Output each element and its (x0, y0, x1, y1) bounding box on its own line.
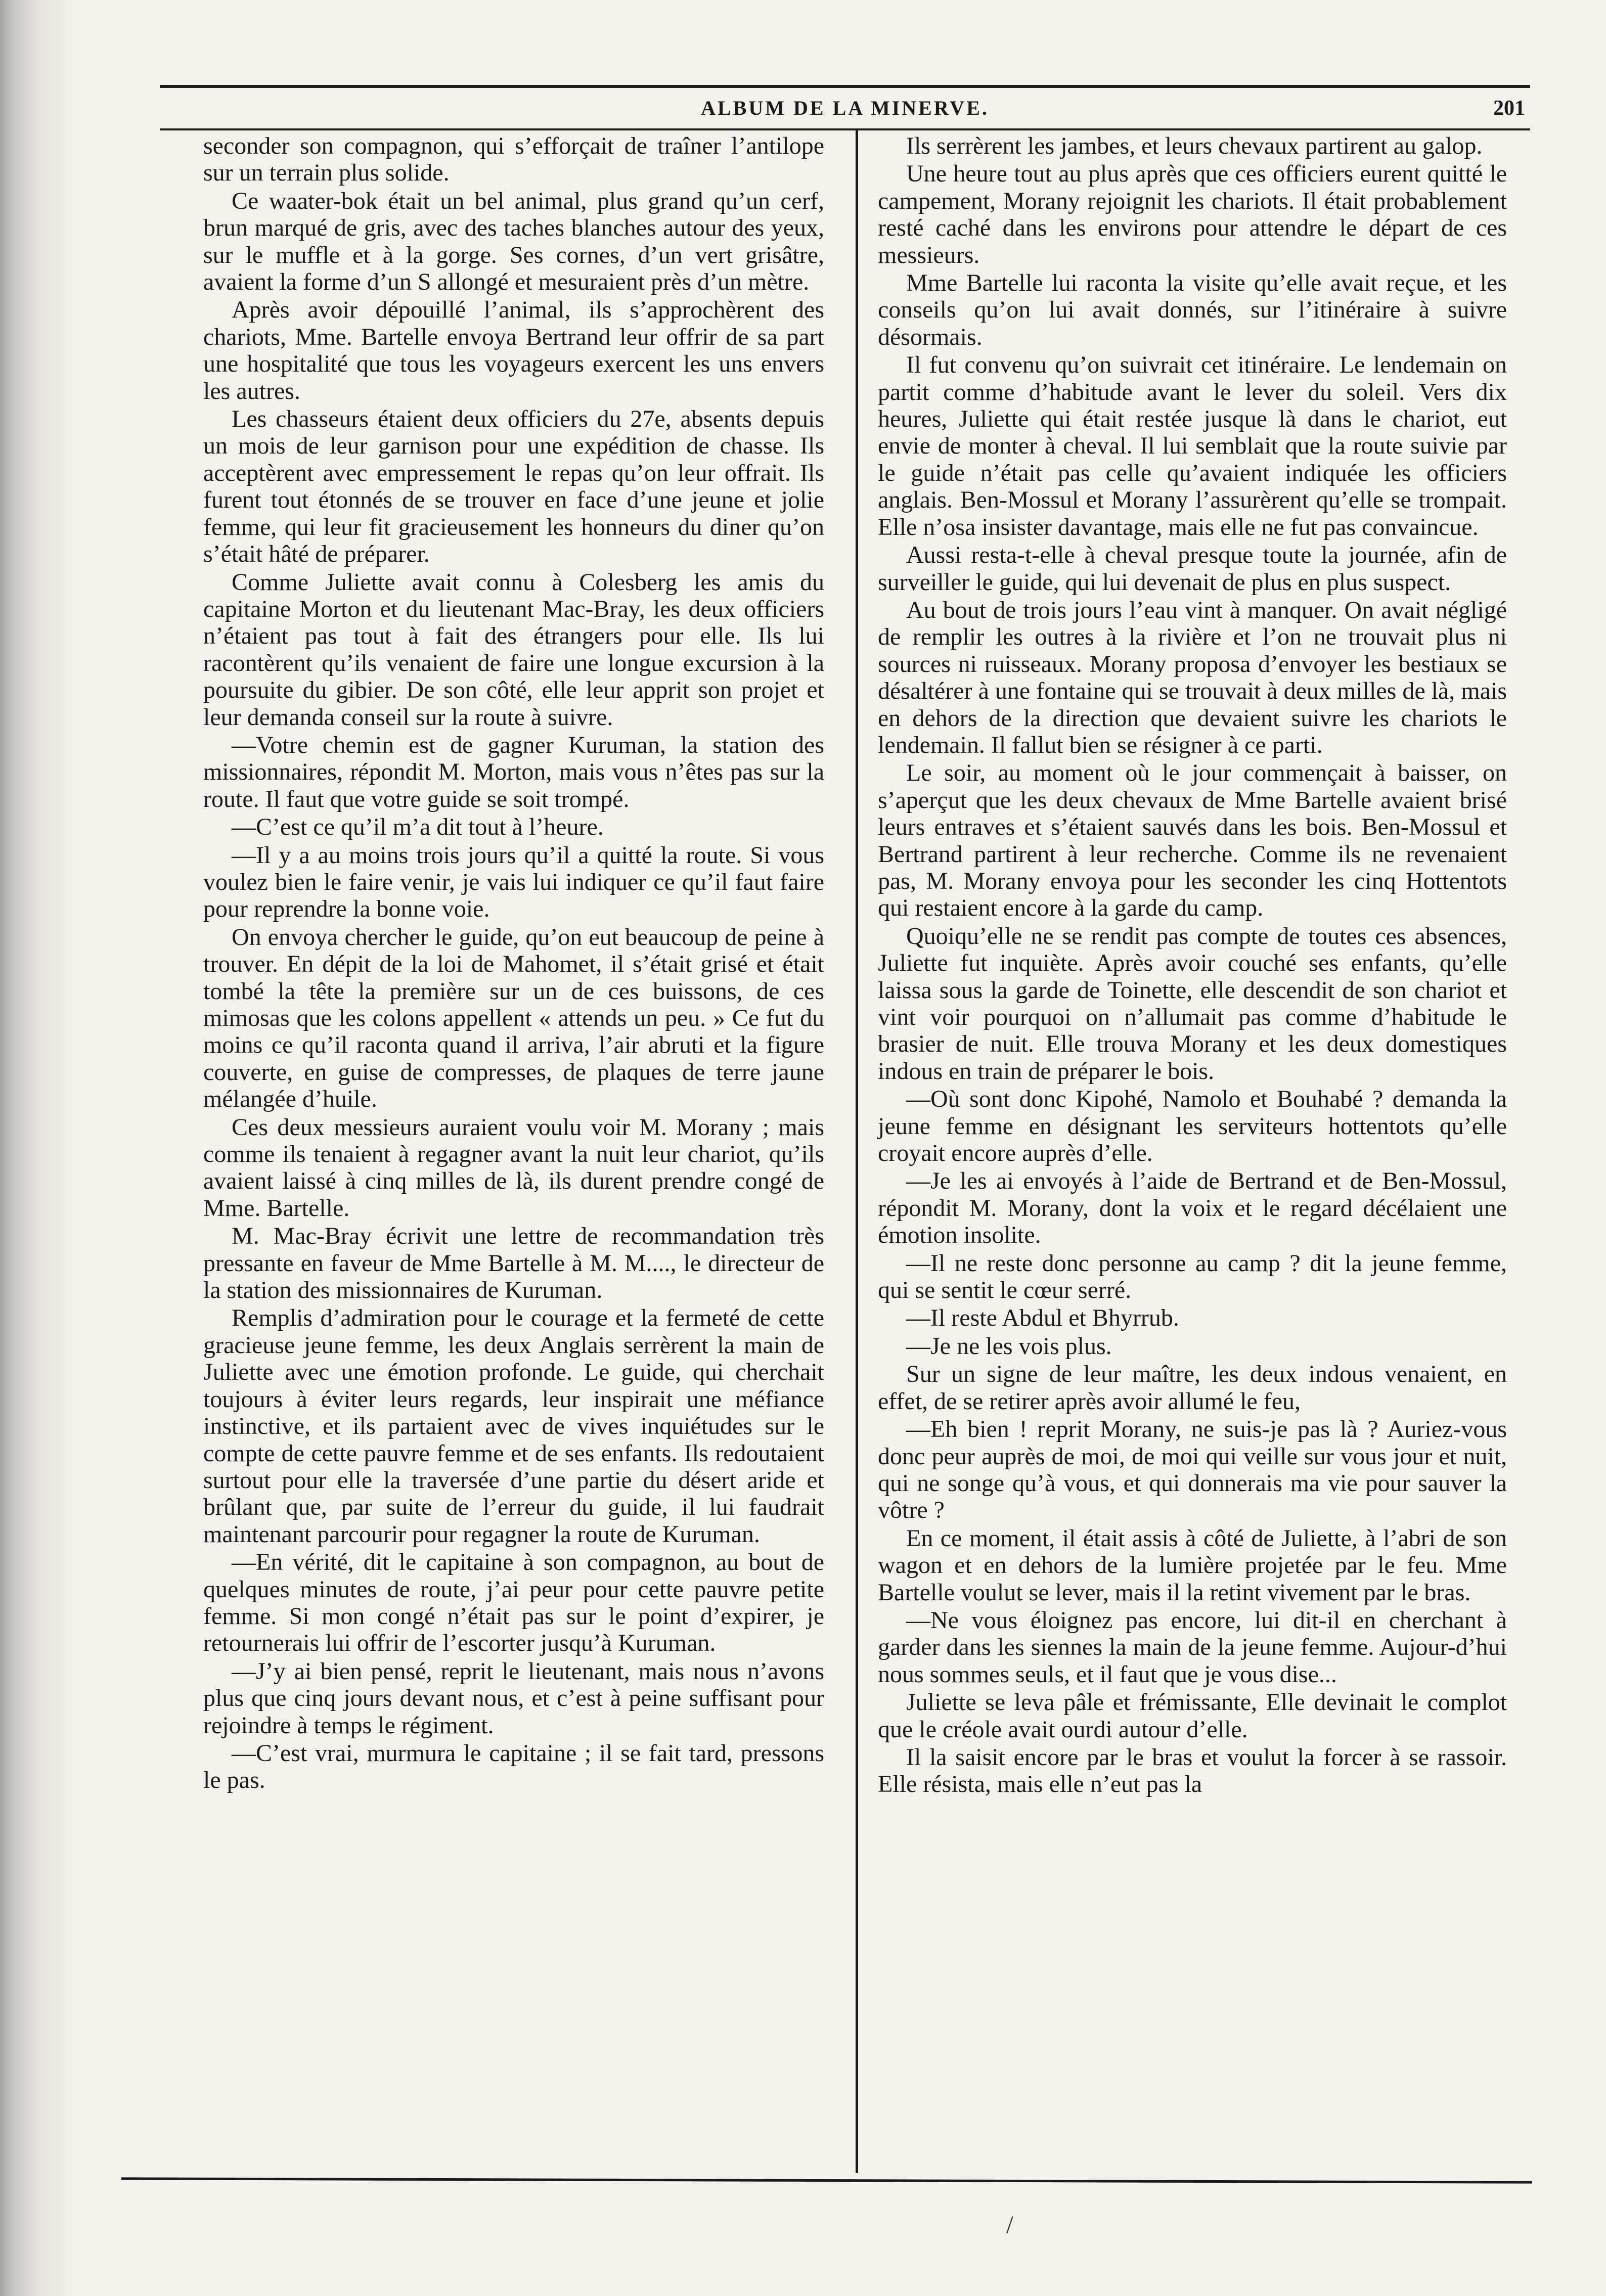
paragraph: Au bout de trois jours l’eau vint à manquer. On avait négligé de remplir les outres à la rivière et l’on ne trouvait plus ni sources ni ruisseaux. Morany proposa d’envoyer les bestiaux se désaltérer à une fontaine qui se trouvait à deux milles de là, mais en dehors de la direction que devaient suivre les chariots le lendemain. Il fallut bien se résigner à ce parti. (878, 596, 1507, 758)
paragraph: —Eh bien ! reprit Morany, ne suis-je pas là ? Auriez-vous donc peur auprès de moi, de moi qui veille sur vous jour et nuit, qui ne songe qu’à vous, et qui donnerais ma vie pour sauver la vôtre ? (878, 1416, 1507, 1524)
column-divider (856, 130, 858, 2173)
footer-mark: / (1006, 2210, 1013, 2238)
paragraph: Il fut convenu qu’on suivrait cet itinéraire. Le lendemain on partit comme d’habitude avant le lever du soleil. Vers dix heures, Juliette qui était restée jusque là dans le chariot, eut envie de monter à cheval. Il lui semblait que la route suivie par le guide n’était pas celle qu’avaient indiquée les officiers anglais. Ben-Mossul et Morany l’assurèrent qu’elle se trompait. Elle n’osa insister davantage, mais elle ne fut pas convaincue. (878, 351, 1507, 541)
paragraph: —J’y ai bien pensé, reprit le lieutenant, mais nous n’avons plus que cinq jours devant nous, et c’est à peine suffisant pour rejoindre à temps le régiment. (203, 1657, 824, 1739)
paragraph: —Il reste Abdul et Bhyrrub. (906, 1304, 1179, 1332)
left-column (203, 132, 824, 2175)
paragraph: Sur un signe de leur maître, les deux indous venaient, en effet, de se retirer après avoir allumé le feu, (878, 1361, 1507, 1415)
paragraph: Ils serrèrent les jambes, et leurs chevaux partirent au galop. (906, 132, 1483, 159)
paragraph: —C’est vrai, murmura le capitaine ; il se fait tard, pressons le pas. (203, 1739, 824, 1794)
paragraph: Après avoir dépouillé l’animal, ils s’approchèrent des chariots, Mme. Bartelle envoya Bertrand leur offrir de sa part une hospitalité que tous les voyageurs exercent les uns envers les autres. (203, 296, 824, 404)
paragraph: Quoiqu’elle ne se rendit pas compte de toutes ces absences, Juliette fut inquiète. Après avoir couché ses enfants, qu’elle laissa sous la garde de Toinette, elle descendit de son chariot et vint voir pourquoi on n’allumait pas comme d’habitude le brasier de nuit. Elle trouva Morany et les deux domestiques indous en train de préparer le bois. (878, 922, 1507, 1085)
paragraph: seconder son compagnon, qui s’efforçait de traîner l’antilope sur un terrain plus solide. (203, 132, 824, 187)
paragraph: Le soir, au moment où le jour commençait à baisser, on s’aperçut que les deux chevaux de Mme Bartelle avaient brisé leurs entraves et s’étaient sauvés dans les bois. Ben-Mossul et Bertrand partirent à leur recherche. Comme ils ne revenaient pas, M. Morany envoya pour les seconder les cinq Hottentots qui restaient encore à la garde du camp. (878, 759, 1507, 922)
paragraph: Comme Juliette avait connu à Colesberg les amis du capitaine Morton et du lieutenant Mac-Bray, les deux officiers n’étaient pas tout à fait des étrangers pour elle. Ils lui racontèrent qu’ils venaient de faire une longue excursion à la poursuite du gibier. De son côté, elle leur apprit son projet et leur demanda conseil sur la route à suivre. (203, 568, 824, 731)
paragraph: —Il y a au moins trois jours qu’il a quitté la route. Si vous voulez bien le faire venir, je vais lui indiquer ce qu’il faut faire pour reprendre la bonne voie. (203, 841, 824, 923)
paragraph: —Je les ai envoyés à l’aide de Bertrand et de Ben-Mossul, répondit M. Morany, dont la voix et le regard décélaient une émotion insolite. (878, 1167, 1507, 1249)
paragraph: Aussi resta-t-elle à cheval presque toute la journée, afin de surveiller le guide, qui lui devenait de plus en plus suspect. (878, 542, 1507, 596)
right-column (878, 132, 1507, 2175)
paragraph: On envoya chercher le guide, qu’on eut beaucoup de peine à trouver. En dépit de la loi de Mahomet, il s’était grisé et était tombé la tête la première sur un de ces buissons, de ces mimosas que les colons appellent « attends un peu. » Ce fut du moins ce qu’il raconta quand il arriva, l’air abruti et la figure couverte, en guise de compresses, de plaques de terre jaune mélangée d’huile. (203, 923, 824, 1113)
page-header (160, 85, 1530, 130)
running-title: ALBUM DE LA MINERVE. (701, 97, 989, 119)
paragraph: Ce waater-bok était un bel animal, plus grand qu’un cerf, brun marqué de gris, avec des taches blanches autour des yeux, sur le muffle et à la gorge. Ses cornes, d’un vert grisâtre, avaient la forme d’un S allongé et mesuraient près d’un mètre. (203, 187, 824, 296)
paragraph: Juliette se leva pâle et frémissante, Elle devinait le complot que le créole avait ourdi autour d’elle. (878, 1689, 1507, 1743)
paragraph: —Ne vous éloignez pas encore, lui dit-il en cherchant à garder dans les siennes la main de la jeune femme. Aujour-d’hui nous sommes seuls, et il faut que je vous dise... (878, 1606, 1507, 1688)
bottom-rule (121, 2177, 1532, 2183)
paragraph: Remplis d’admiration pour le courage et la fermeté de cette gracieuse jeune femme, les deux Anglais serrèrent la main de Juliette avec une émotion profonde. Le guide, qui cherchait toujours à éviter leurs regards, leur inspirait une méfiance instinctive, et ils partaient avec de vives inquiétudes sur le compte de cette pauvre femme et de ses enfants. Ils redoutaient surtout pour elle la traversée d’une partie du désert aride et brûlant que, par suite de l’erreur du guide, il lui faudrait maintenant parcourir pour regagner la route de Kuruman. (203, 1304, 824, 1548)
scan-shadow (0, 0, 76, 2296)
paragraph: —Où sont donc Kipohé, Namolo et Bouhabé ? demanda la jeune femme en désignant les serviteurs hottentots qu’elle croyait encore auprès d’elle. (878, 1086, 1507, 1167)
paragraph: M. Mac-Bray écrivit une lettre de recommandation très pressante en faveur de Mme Bartelle à M. M...., le directeur de la station des missionnaires de Kuruman. (203, 1223, 824, 1304)
paragraph: —Votre chemin est de gagner Kuruman, la station des missionnaires, répondit M. Morton, mais vous n’êtes pas sur la route. Il faut que votre guide se soit trompé. (203, 731, 824, 813)
paragraph: Les chasseurs étaient deux officiers du 27e, absents depuis un mois de leur garnison pour une expédition de chasse. Ils acceptèrent avec empressement le repas qu’on leur offrait. Ils furent tout étonnés de se trouver en face d’une jeune et jolie femme, qui leur fit gracieusement les honneurs du diner qu’on s’était hâté de préparer. (203, 406, 824, 568)
paragraph: —C’est ce qu’il m’a dit tout à l’heure. (232, 814, 604, 841)
page-number: 201 (1493, 97, 1525, 120)
paragraph: En ce moment, il était assis à côté de Juliette, à l’abri de son wagon et en dehors de la lumière projetée par le feu. Mme Bartelle voulut se lever, mais il la retint vivement par le bras. (878, 1524, 1507, 1606)
paragraph: Ces deux messieurs auraient voulu voir M. Morany ; mais comme ils tenaient à regagner avant la nuit leur chariot, qu’ils avaient laissé à cinq milles de là, ils durent prendre congé de Mme. Bartelle. (203, 1113, 824, 1222)
paragraph: —Je ne les vois plus. (906, 1332, 1112, 1360)
paragraph: Une heure tout au plus après que ces officiers eurent quitté le campement, Morany rejoignit les chariots. Il était probablement resté caché dans les environs pour attendre le départ de ces messieurs. (878, 160, 1507, 268)
paragraph: —En vérité, dit le capitaine à son compagnon, au bout de quelques minutes de route, j’ai peur pour cette pauvre petite femme. Si mon congé n’était pas sur le point d’expirer, je retournerais lui offrir de l’escorter jusqu’à Kuruman. (203, 1549, 824, 1657)
paragraph: Mme Bartelle lui raconta la visite qu’elle avait reçue, et les conseils qu’on lui avait donnés, sur l’itinéraire à suivre désormais. (878, 269, 1507, 350)
paragraph: —Il ne reste donc personne au camp ? dit la jeune femme, qui se sentit le cœur serré. (878, 1249, 1507, 1304)
paragraph: Il la saisit encore par le bras et voulut la forcer à se rassoir. Elle résista, mais elle n’eut pas la (878, 1743, 1507, 1798)
